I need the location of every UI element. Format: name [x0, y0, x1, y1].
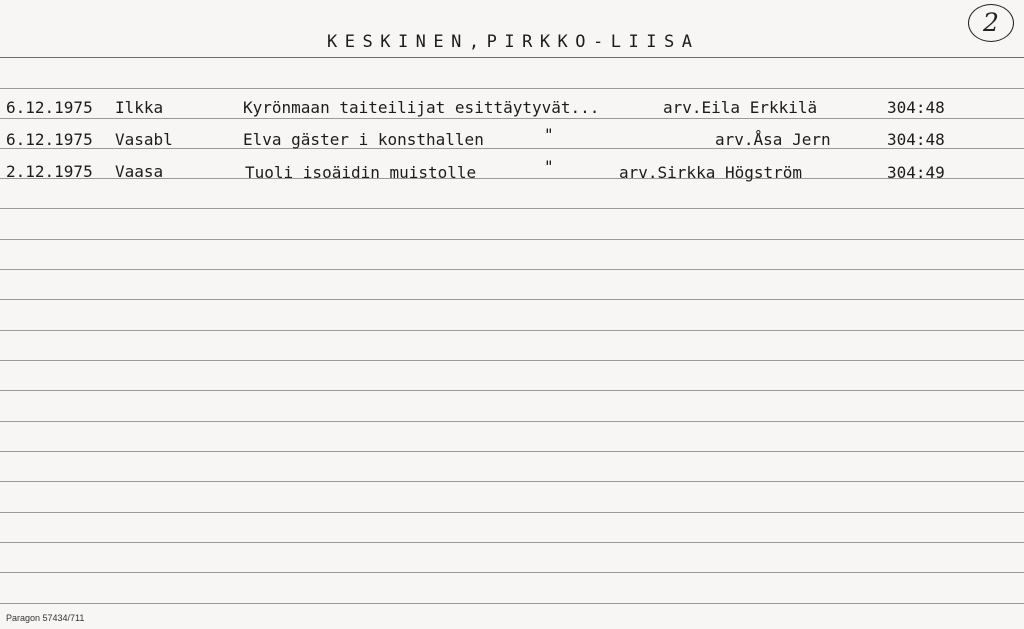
entry-date: 6.12.1975: [6, 98, 93, 117]
ruled-line: [0, 572, 1024, 573]
print-mark: Paragon 57434/711: [6, 613, 85, 623]
ruled-line: [0, 269, 1024, 270]
entry-ref: 304:48: [887, 130, 945, 149]
entry-date: 2.12.1975: [6, 162, 93, 181]
ruled-line: [0, 239, 1024, 240]
entry-reviewer: arv.Sirkka Högström: [619, 163, 803, 182]
ruled-line: [0, 512, 1024, 513]
entry-title: Kyrönmaan taiteilijat esittäytyvät...: [243, 98, 600, 117]
ruled-line: [0, 421, 1024, 422]
entry-reviewer: arv.Eila Erkkilä: [663, 98, 818, 117]
entry-ditto: ": [544, 157, 554, 176]
entry-title: Elva gäster i konsthallen: [243, 130, 484, 149]
ruled-line: [0, 118, 1024, 119]
ruled-line: [0, 299, 1024, 300]
entry-source: Vaasa: [115, 162, 164, 181]
card-number: 2: [968, 4, 1014, 42]
ruled-line: [0, 330, 1024, 331]
ruled-line: [0, 603, 1024, 604]
ruled-line: [0, 208, 1024, 209]
entry-ditto: ": [544, 125, 554, 144]
ruled-line: [0, 542, 1024, 543]
entry-source: Ilkka: [115, 98, 164, 117]
entry-ref: 304:48: [887, 98, 945, 117]
ruled-line: [0, 360, 1024, 361]
ruled-line: [0, 451, 1024, 452]
header-rule: [0, 57, 1024, 58]
entry-ref: 304:49: [887, 163, 945, 182]
ruled-line: [0, 88, 1024, 89]
entry-title: Tuoli isoäidin muistolle: [245, 163, 477, 182]
ruled-line: [0, 481, 1024, 482]
card-title: KESKINEN,PIRKKO-LIISA: [327, 32, 700, 52]
entry-date: 6.12.1975: [6, 130, 93, 149]
entry-source: Vasabl: [115, 130, 173, 149]
ruled-line: [0, 390, 1024, 391]
entry-reviewer: arv.Åsa Jern: [715, 130, 831, 149]
